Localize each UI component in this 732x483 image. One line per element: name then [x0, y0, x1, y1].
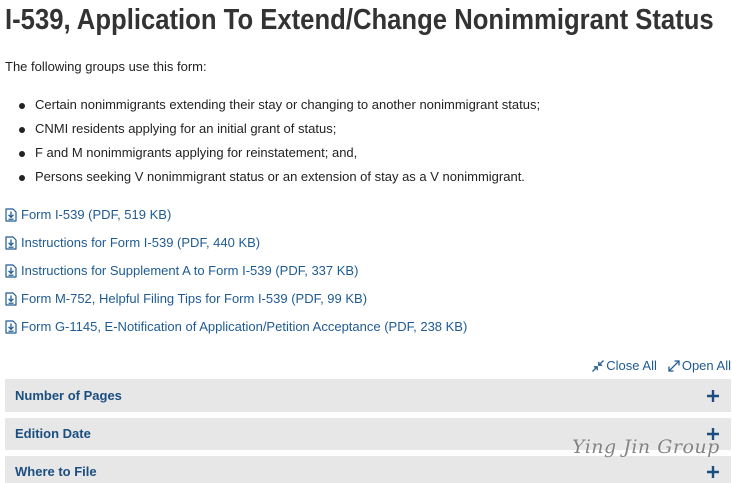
form-i539-pdf-link[interactable]: [5, 201, 171, 229]
accordion-title[interactable]: Where to File: [15, 464, 97, 479]
download-link-label[interactable]: Form G-1145, E-Notification of Application/Petition Acceptance (PDF, 238 KB): [21, 319, 468, 334]
form-m752-pdf-link[interactable]: [5, 285, 367, 313]
download-link-label[interactable]: Instructions for Form I-539 (PDF, 440 KB): [21, 235, 261, 250]
download-item: [5, 313, 467, 341]
close-all-label[interactable]: Close All: [606, 358, 657, 373]
pdf-download-icon[interactable]: [5, 208, 17, 222]
watermark: Ying Jin Group: [572, 436, 720, 458]
accordion-title[interactable]: Edition Date: [15, 426, 91, 441]
collapse-arrows-icon[interactable]: [592, 360, 604, 372]
open-all-label[interactable]: Open All: [681, 358, 731, 373]
download-link-label[interactable]: Form I-539 (PDF, 519 KB): [21, 207, 172, 222]
accordion-toggles: [592, 356, 731, 376]
close-all-button[interactable]: [592, 356, 657, 376]
download-link-label[interactable]: Form M-752, Helpful Filing Tips for Form I-539 (PDF, 99 KB): [21, 291, 368, 306]
list-item: F and M nonimmigrants applying for reinstatement; and,: [5, 141, 540, 165]
eligible-groups-list: [5, 93, 540, 189]
pdf-download-icon[interactable]: [5, 320, 17, 334]
page-title-text: I-539, Application To Extend/Change Nonimmigrant Status: [5, 4, 714, 36]
pdf-download-icon[interactable]: [5, 264, 17, 278]
pdf-download-icon[interactable]: [5, 292, 17, 306]
expand-arrows-icon[interactable]: [668, 360, 680, 372]
download-item: [5, 201, 467, 229]
download-link-label[interactable]: Instructions for Supplement A to Form I-539 (PDF, 337 KB): [21, 263, 359, 278]
instructions-i539-pdf-link[interactable]: [5, 229, 260, 257]
accordion-header-where-to-file[interactable]: [5, 456, 731, 483]
download-item: [5, 285, 467, 313]
accordion-header-number-of-pages[interactable]: [5, 379, 731, 412]
open-all-button[interactable]: [668, 356, 731, 376]
download-item: [5, 229, 467, 257]
plus-icon[interactable]: [706, 427, 720, 441]
accordion-header-edition-date[interactable]: [5, 418, 731, 450]
list-item: Persons seeking V nonimmigrant status or an extension of stay as a V nonimmigrant.: [5, 165, 540, 189]
form-g1145-pdf-link[interactable]: [5, 313, 467, 341]
download-links-list: [5, 201, 467, 341]
intro-text: The following groups use this form:: [5, 59, 207, 74]
accordion-title[interactable]: Number of Pages: [15, 388, 122, 403]
list-item: CNMI residents applying for an initial grant of status;: [5, 117, 540, 141]
download-item: [5, 257, 467, 285]
instructions-supplement-a-pdf-link[interactable]: [5, 257, 358, 285]
plus-icon[interactable]: [706, 465, 720, 479]
list-item: Certain nonimmigrants extending their stay or changing to another nonimmigrant status;: [5, 93, 540, 117]
page-title: [5, 0, 732, 40]
pdf-download-icon[interactable]: [5, 236, 17, 250]
plus-icon[interactable]: [706, 389, 720, 403]
